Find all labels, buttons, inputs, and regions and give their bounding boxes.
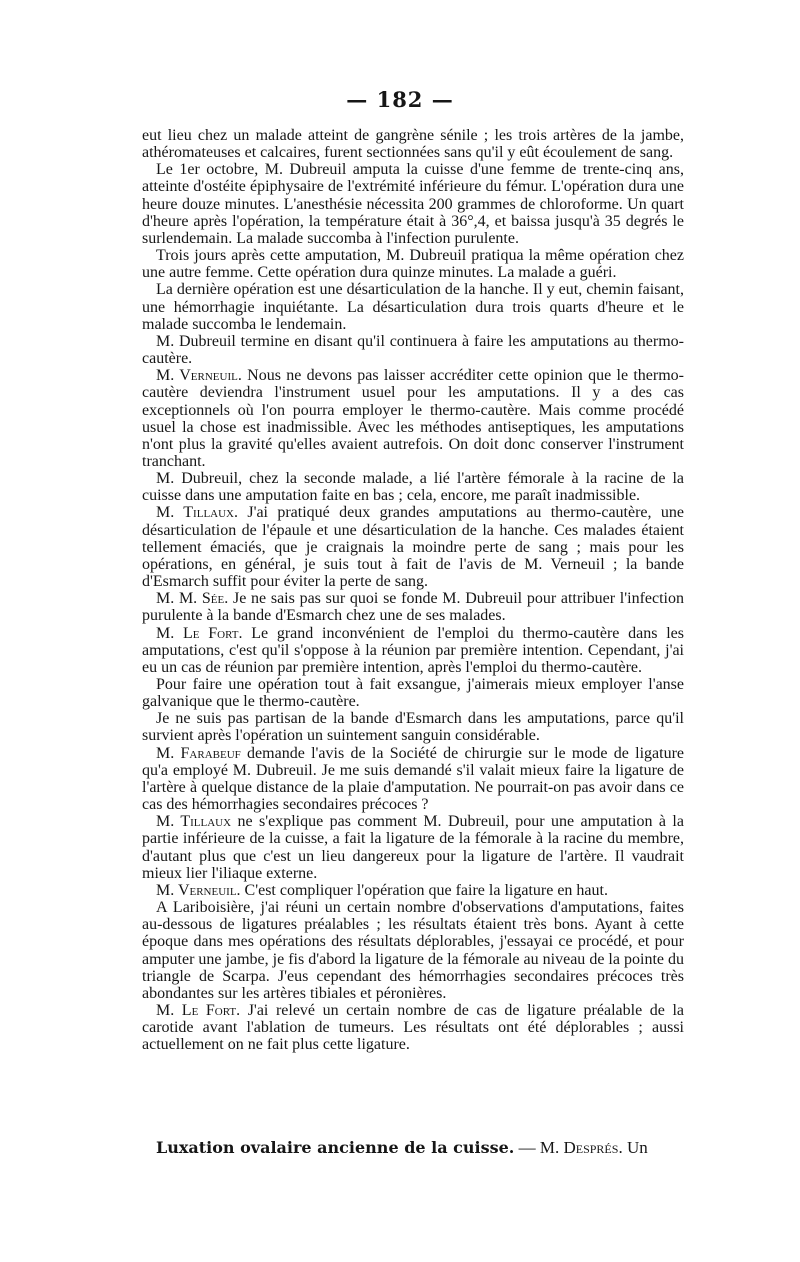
speech-text: C'est compliquer l'opération que faire la ligature en haut. <box>240 881 608 899</box>
speech-paragraph <box>142 590 684 624</box>
body-text <box>142 127 684 1053</box>
speech-text: Nous ne devons pas laisser accréditer cette opinion que le thermo-cautère deviendra l'instrument usuel pour les amputations. Il y a des cas exceptionnels où l'on pourra employer le thermo-cautère. Mais comme procédé usuel la chose est inadmissible. Avec les méthodes antiseptiques, les amputations n'ont plus la gravité qu'elles avaient autrefois. On doit donc conserver l'instrument tranchant. <box>142 367 684 470</box>
speaker-name: M. Verneuil. <box>156 367 242 385</box>
speech-paragraph <box>142 813 684 882</box>
speech-paragraph <box>142 710 684 744</box>
paragraph: M. Dubreuil termine en disant qu'il continuera à faire les amputations au thermo-cautère. <box>142 332 684 368</box>
speaker-name: M. Tillaux <box>156 813 232 831</box>
speech-text: Le grand inconvénient de l'emploi du thermo-cautère dans les amputations, c'est qu'il s'oppose à la réunion par première intention. Cependant, j'ai eu un cas de réunion par première intention, après l'emploi du thermo-cautère. <box>142 624 684 676</box>
paragraph: La dernière opération est une désarticulation de la hanche. Il y eut, chemin faisant, une hémorrhagie inquiétante. La désarticulation dura trois quarts d'heure et le malade succomba le lendemain. <box>142 281 684 333</box>
speech-text: J'ai relevé un certain nombre de cas de ligature préalable de la carotide avant l'ablation de tumeurs. Les résultats ont été déplorables ; aussi actuellement on ne fait plus cette ligature. <box>142 1001 684 1054</box>
speech-paragraph <box>142 367 684 470</box>
speech-text: M. Dubreuil, chez la seconde malade, a lié l'artère fémorale à la racine de la cuisse dans une amputation faite en bas ; cela, encore, me paraît inadmissible. <box>142 470 684 505</box>
speech-paragraph <box>142 470 684 504</box>
speech-paragraph <box>142 625 684 676</box>
speaker-name: M. Le Fort. <box>156 1001 241 1019</box>
paragraph: eut lieu chez un malade atteint de gangrène sénile ; les trois artères de la jambe, athéromateuses et calcaires, furent sectionnées sans qu'il y eût écoulement de sang. <box>142 127 684 162</box>
speaker-name: M. Després. <box>539 1138 623 1157</box>
speaker-name: M. M. Sée. <box>156 590 229 608</box>
speaker-name: M. Le Fort. <box>156 624 243 642</box>
section-heading: Luxation ovalaire ancienne de la cuisse. <box>156 1138 515 1157</box>
paragraph: Trois jours après cette amputation, M. Dubreuil pratiqua la même opération chez une autre femme. Cette opération dura quinze minutes. La malade a guéri. <box>142 247 684 282</box>
speaker-name: M. Farabeuf <box>156 744 241 762</box>
speech-paragraph <box>142 504 684 590</box>
speaker-name: M. Tillaux. <box>156 504 238 522</box>
speech-paragraph <box>142 745 684 814</box>
speech-paragraph <box>142 676 684 710</box>
speech-text: Je ne sais pas sur quoi se fonde M. Dubreuil pour attribuer l'infection purulente à la bande d'Esmarch chez une de ses malades. <box>142 590 684 625</box>
speech-text: A Lariboisière, j'ai réuni un certain nombre d'observations d'amputations, faites au-dessous de ligatures préalables ; les résultats étaient très bons. Ayant à cette époque dans mes opérations des résultats déplorables, j'essayai ce procédé, et pour amputer une jambe, je fis d'abord la ligature de la fémorale au niveau de la pointe du triangle de Scarpa. J'eus cependant des hémorrhagies secondaires précoces très abondantes sur les artères tibiales et péronières. <box>142 899 684 1002</box>
speaker-name: M. Verneuil. <box>156 881 241 899</box>
heading-dash: — <box>514 1138 540 1157</box>
speech-paragraph <box>142 882 684 899</box>
speech-text: ne s'explique pas comment M. Dubreuil, pour une amputation à la partie inférieure de la cuisse, a fait la ligature de la fémorale à la racine du membre, d'autant plus que c'est un lieu dangereux pour la ligature de l'artère. Il vaudrait mieux lier l'iliaque externe. <box>142 813 684 882</box>
speech-paragraph <box>142 899 684 1002</box>
speech-text: Un <box>622 1138 648 1157</box>
speech-text: J'ai pratiqué deux grandes amputations au thermo-cautère, une désarticulation de l'épaule et une désarticulation de la hanche. Ces malades étaient tellement émaciés, que je craignais la moindre perte de sang ; mais pour les opérations, en général, je suis tout à fait de l'avis de M. Verneuil ; la bande d'Esmarch suffit pour éviter la perte de sang. <box>142 504 684 591</box>
speech-paragraph <box>142 1002 684 1053</box>
page-number: — 182 — <box>346 87 454 112</box>
section-heading-line <box>142 1138 684 1158</box>
paragraph: Le 1er octobre, M. Dubreuil amputa la cuisse d'une femme de trente-cinq ans, atteinte d'ostéite épiphysaire de l'extrémité inférieure du fémur. L'opération dura une heure douze minutes. L'anesthésie nécessita 200 grammes de chloroforme. Un quart d'heure après l'opération, la température était à 36°,4, et baissa jusqu'à 35 degrés le surlendemain. La malade succomba à l'infection purulente. <box>142 161 684 247</box>
speech-text: Je ne suis pas partisan de la bande d'Esmarch dans les amputations, parce qu'il survient après l'opération un suintement sanguin considérable. <box>142 710 684 745</box>
speech-text: Pour faire une opération tout à fait exsangue, j'aimerais mieux employer l'anse galvanique que le thermo-cautère. <box>142 676 684 711</box>
speech-text: demande l'avis de la Société de chirurgie sur le mode de ligature qu'a employé M. Dubreuil. Je me suis demandé s'il valait mieux faire la ligature de l'artère à quelque distance de la plaie d'amputation. Ne pourrait-on pas avoir dans ce cas des hémorrhagies secondaires précoces ? <box>142 744 685 814</box>
